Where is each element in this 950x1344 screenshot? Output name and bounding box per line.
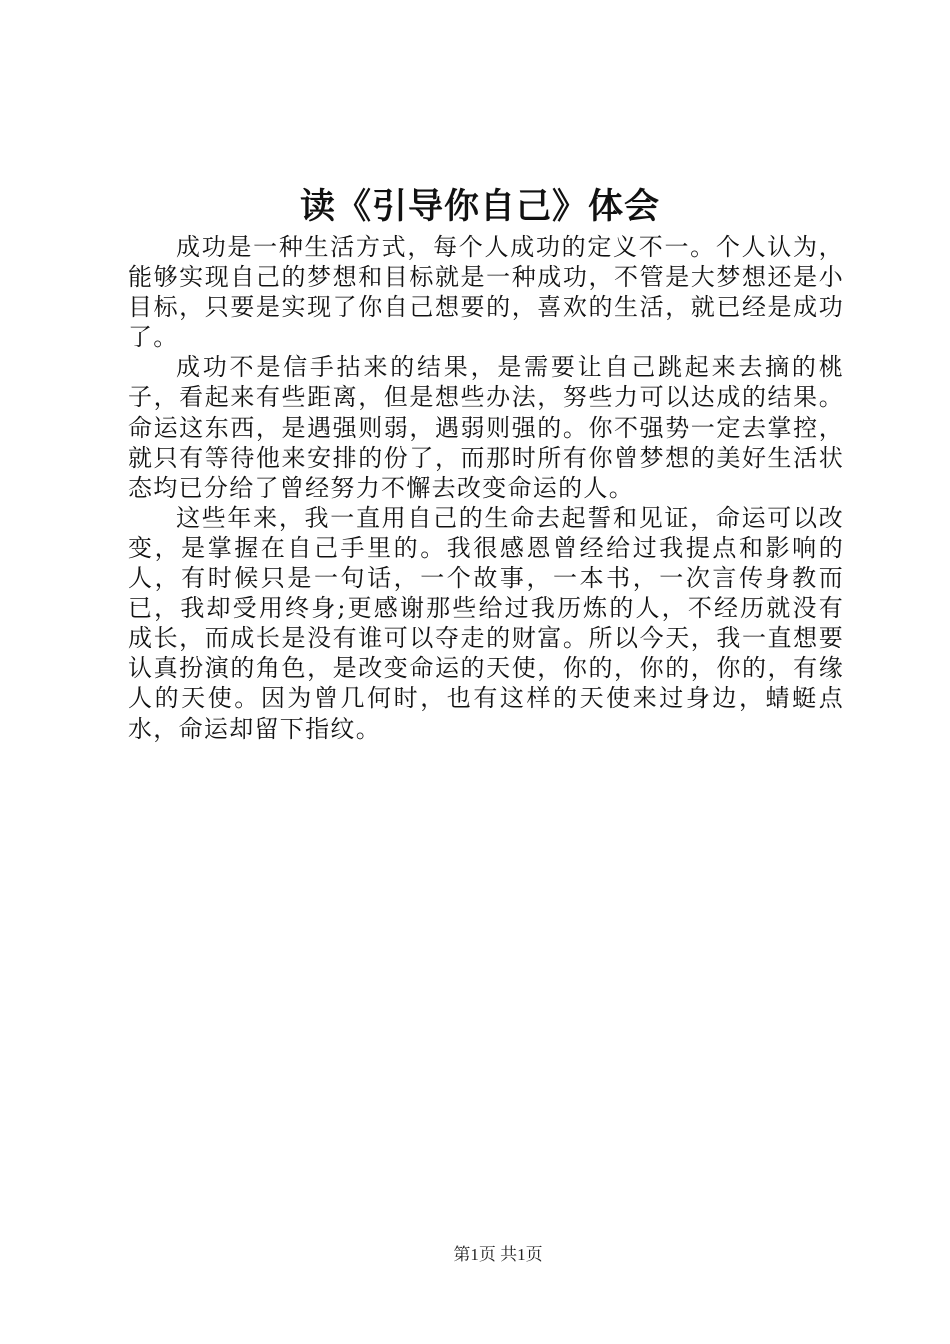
paragraph: 成功是一种生活方式，每个人成功的定义不一。个人认为，能够实现自己的梦想和目标就是一种成功，不管是大梦想还是小目标，只要是实现了你自己想要的，喜欢的生活，就已经是成功了。	[128, 233, 844, 352]
document-title: 读《引导你自己》体会	[299, 187, 660, 227]
paragraph: 成功不是信手拈来的结果，是需要让自己跳起来去摘的桃子，看起来有些距离，但是想些办法，努些力可以达成的结果。命运这东西，是遇强则弱，遇弱则强的。你不强势一定去掌控，就只有等待他来安排的份了，而那时所有你曾梦想的美好生活状态均已分给了曾经努力不懈去改变命运的人。	[128, 353, 844, 502]
paragraph: 这些年来，我一直用自己的生命去起誓和见证，命运可以改变，是掌握在自己手里的。我很感恩曾经给过我提点和影响的人，有时候只是一句话，一个故事，一本书，一次言传身教而已，我却受用终身;更感谢那些给过我历炼的人，不经历就没有成长，而成长是没有谁可以夺走的财富。所以今天，我一直想要认真扮演的角色，是改变命运的天使，你的，你的，你的，有缘人的天使。因为曾几何时，也有这样的天使来过身边，蜻蜓点水，命运却留下指纹。	[128, 503, 844, 743]
document-body	[128, 232, 844, 744]
page-footer: 第1页 共1页	[453, 1245, 543, 1264]
